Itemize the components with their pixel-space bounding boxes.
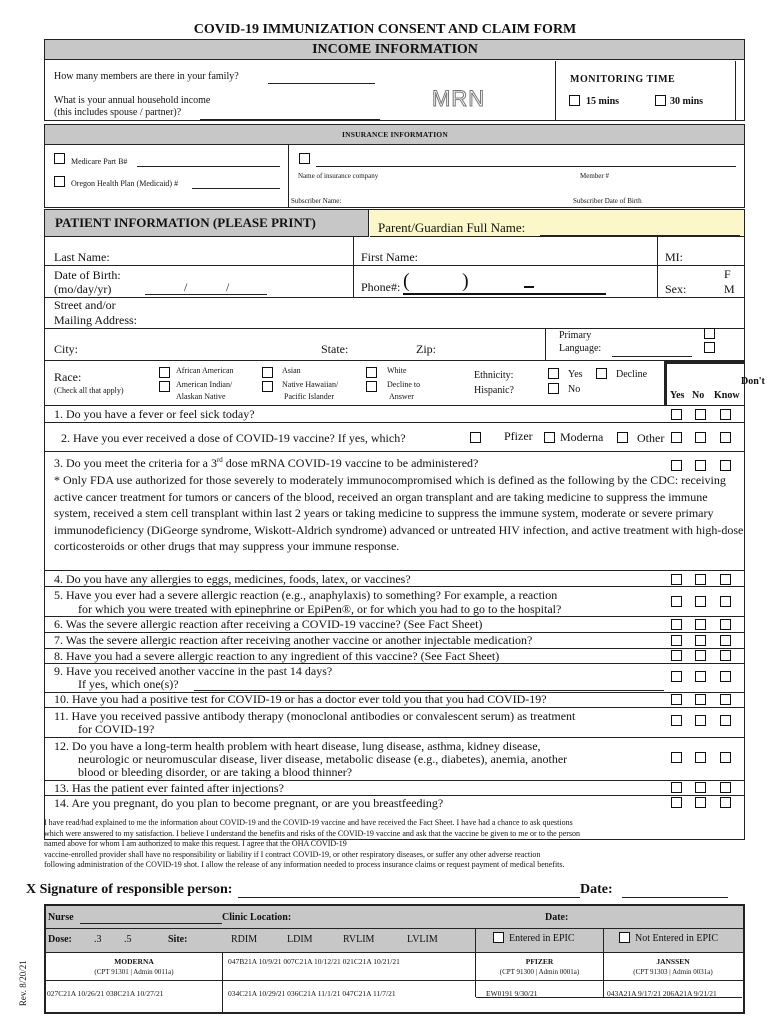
site-label: Site: — [168, 934, 188, 945]
state-label: State: — [321, 342, 349, 356]
question-13: 13. Has the patient ever fainted after injections? — [54, 781, 284, 795]
site-rdim[interactable]: RDIM — [231, 934, 258, 945]
guardian-field[interactable] — [540, 235, 740, 236]
mailing-address-label: Mailing Address: — [54, 313, 137, 327]
q11-yes-checkbox[interactable] — [671, 715, 682, 726]
q10-yes-checkbox[interactable] — [671, 694, 682, 705]
monitoring-title: MONITORING TIME — [570, 74, 676, 85]
question-2: 2. Have you ever received a dose of COVID-19 vaccine? If yes, which? — [61, 431, 406, 445]
race-hawaiian-label-2: Pacific Islander — [284, 392, 334, 401]
race-hawaiian-checkbox[interactable] — [262, 381, 273, 392]
q3-no-checkbox[interactable] — [695, 460, 706, 471]
entered-epic-checkbox[interactable] — [493, 932, 504, 943]
q1-no-checkbox[interactable] — [695, 409, 706, 420]
moderna-lot-row-2: 027C21A 10/26/21 038C21A 10/27/21 — [47, 989, 164, 998]
q13-yes-checkbox[interactable] — [671, 782, 682, 793]
insurance-heading: INSURANCE INFORMATION — [342, 130, 448, 139]
race-decline-checkbox[interactable] — [366, 381, 377, 392]
clinic-location-label: Clinic Location: — [222, 912, 292, 923]
ethnicity-label: Ethnicity: — [474, 370, 514, 381]
race-white-label: White — [387, 366, 407, 375]
q9-dontknow-checkbox[interactable] — [720, 671, 731, 682]
janssen-lot: 043A21A 9/17/21 206A21A 9/21/21 — [607, 989, 717, 998]
q1-dontknow-checkbox[interactable] — [720, 409, 731, 420]
hispanic-yes-label: Yes — [568, 369, 583, 380]
language-checkbox-2[interactable] — [704, 342, 715, 353]
language-field[interactable] — [612, 356, 692, 357]
household-income-field[interactable] — [200, 119, 380, 120]
not-entered-epic-checkbox[interactable] — [619, 932, 630, 943]
patient-heading: PATIENT INFORMATION (PLEASE PRINT) — [55, 215, 316, 230]
dose-05-option[interactable]: .5 — [124, 934, 132, 945]
family-members-label: How many members are there in your family? — [54, 71, 239, 82]
income-heading: INCOME INFORMATION — [312, 42, 478, 57]
q13-dontknow-checkbox[interactable] — [720, 782, 731, 793]
q6-no-checkbox[interactable] — [695, 619, 706, 630]
mrn-watermark: MRN — [432, 86, 486, 111]
question-11-line-2: for COVID-19? — [78, 722, 155, 736]
race-decline-label: Decline to — [387, 380, 421, 389]
question-7: 7. Was the severe allergic reaction after receiving another vaccine or another injectable medication? — [54, 633, 533, 647]
signature-date-field[interactable] — [622, 897, 728, 898]
guardian-label: Parent/Guardian Full Name: — [378, 220, 526, 235]
q12-no-checkbox[interactable] — [695, 752, 706, 763]
first-name-label: First Name: — [361, 250, 418, 264]
race-asian-checkbox[interactable] — [262, 367, 273, 378]
question-9: 9. Have you received another vaccine in the past 14 days? — [54, 664, 333, 678]
question-3-text: 3. Do you meet the criteria for a 3 — [54, 456, 217, 470]
pfizer-cpt: (CPT 91300 | Admin 0001a) — [499, 968, 580, 976]
q2-pfizer-checkbox[interactable] — [470, 432, 481, 443]
monitoring-15-label: 15 mins — [586, 96, 620, 107]
answer-dontknow-header-2: Know — [714, 390, 740, 401]
household-income-label: What is your annual household income — [54, 95, 211, 106]
q2-other-label: Other — [637, 431, 665, 445]
question-11: 11. Have you received passive antibody therapy (monoclonal antibodies or convalescent serum) as treatment — [54, 709, 576, 723]
phone-paren-close: ) — [462, 270, 469, 292]
q10-no-checkbox[interactable] — [695, 694, 706, 705]
race-white-checkbox[interactable] — [366, 367, 377, 378]
phone-field[interactable] — [403, 293, 606, 295]
city-label: City: — [54, 342, 79, 356]
q14-dontknow-checkbox[interactable] — [720, 797, 731, 808]
race-hawaiian-label: Native Hawaiian/ — [282, 380, 339, 389]
q2-pfizer-label: Pfizer — [504, 429, 533, 443]
language-label: Primary — [559, 330, 592, 341]
q10-dontknow-checkbox[interactable] — [720, 694, 731, 705]
monitoring-15-checkbox[interactable] — [569, 95, 580, 106]
not-entered-epic-label: Not Entered in EPIC — [635, 933, 719, 944]
question-12-line-2: neurologic or neuromuscular disease, liver disease, metabolic disease (e.g., diabetes), anemia, another — [78, 752, 568, 766]
race-amindian-checkbox[interactable] — [159, 381, 170, 392]
phone-paren-open: ( — [403, 270, 410, 292]
question-1: 1. Do you have a fever or feel sick today? — [54, 407, 255, 421]
oregon-health-checkbox[interactable] — [54, 176, 65, 187]
q14-no-checkbox[interactable] — [695, 797, 706, 808]
race-african-label: African American — [176, 366, 234, 375]
question-6: 6. Was the severe allergic reaction after receiving a COVID-19 vaccine? (See Fact Sheet) — [54, 617, 483, 631]
q14-yes-checkbox[interactable] — [671, 797, 682, 808]
race-label: Race: — [54, 370, 82, 384]
family-members-field[interactable] — [268, 83, 375, 84]
dob-label: Date of Birth: — [54, 268, 121, 282]
q7-dontknow-checkbox[interactable] — [720, 635, 731, 646]
q3-yes-checkbox[interactable] — [671, 460, 682, 471]
phone-dash — [524, 286, 534, 288]
subscriber-name-label: Subscriber Name: — [291, 197, 342, 205]
dob-field[interactable] — [145, 294, 267, 295]
answer-yes-header: Yes — [670, 390, 685, 401]
q1-yes-checkbox[interactable] — [671, 409, 682, 420]
race-amindian-label-2: Alaskan Native — [176, 392, 226, 401]
entered-epic-label: Entered in EPIC — [509, 933, 575, 944]
monitoring-30-checkbox[interactable] — [655, 95, 666, 106]
language-label-2: Language: — [559, 343, 602, 354]
q2-other-checkbox[interactable] — [617, 432, 628, 443]
q13-no-checkbox[interactable] — [695, 782, 706, 793]
medicare-label: Medicare Part B# — [71, 157, 128, 166]
household-income-label-2: (this includes spouse / partner)? — [54, 107, 182, 118]
oregon-health-field[interactable] — [192, 188, 280, 189]
question-12: 12. Do you have a long-term health problem with heart disease, lung disease, asthma, kidney disease, — [54, 739, 541, 753]
q12-dontknow-checkbox[interactable] — [720, 752, 731, 763]
q4-no-checkbox[interactable] — [695, 574, 706, 585]
clinic-header-bar — [46, 906, 743, 952]
medicare-field[interactable] — [137, 166, 280, 167]
moderna-lot-row-3: 034C21A 10/29/21 036C21A 11/1/21 047C21A 11/7/21 — [228, 989, 396, 998]
answer-dontknow-header: Don't — [741, 376, 765, 387]
q4-yes-checkbox[interactable] — [671, 574, 682, 585]
site-lvlim[interactable]: LVLIM — [407, 934, 438, 945]
hispanic-decline-label: Decline — [616, 369, 648, 380]
question-10: 10. Have you had a positive test for COVID-19 or has a doctor ever told you that you had COVID-19? — [54, 692, 547, 706]
q8-no-checkbox[interactable] — [695, 650, 706, 661]
q7-yes-checkbox[interactable] — [671, 635, 682, 646]
q2-moderna-checkbox[interactable] — [544, 432, 555, 443]
mi-label: MI: — [665, 250, 683, 264]
moderna-lot-row-1: 047B21A 10/9/21 007C21A 10/12/21 021C21A 10/21/21 — [228, 957, 400, 966]
hispanic-no-checkbox[interactable] — [548, 383, 559, 394]
signature-label: X Signature of responsible person: — [26, 882, 233, 897]
question-4: 4. Do you have any allergies to eggs, medicines, foods, latex, or vaccines? — [54, 572, 411, 586]
dob-separator: / — [184, 280, 188, 294]
q2-yes-checkbox[interactable] — [671, 432, 682, 443]
zip-label: Zip: — [416, 342, 436, 356]
consent-line: vaccine-enrolled provider shall have no responsibility or liability if I contract COVID-19, or other respiratory diseases, or suffer any other adverse reaction — [44, 849, 541, 859]
race-african-checkbox[interactable] — [159, 367, 170, 378]
q9-vaccine-field[interactable] — [194, 690, 664, 691]
dob-format-label: (mo/day/yr) — [54, 282, 112, 296]
street-label: Street and/or — [54, 298, 116, 312]
site-ldim[interactable]: LDIM — [287, 934, 313, 945]
sex-m-option[interactable]: M — [724, 282, 735, 296]
other-insurance-checkbox[interactable] — [299, 153, 310, 164]
question-9-line-2: If yes, which one(s)? — [78, 677, 179, 691]
phone-label: Phone#: — [361, 280, 401, 294]
moderna-title: MODERNA — [114, 957, 154, 966]
q9-no-checkbox[interactable] — [695, 671, 706, 682]
race-sub-label: (Check all that apply) — [54, 386, 124, 395]
question-3 — [54, 456, 478, 470]
question-14: 14. Are you pregnant, do you plan to become pregnant, or are you breastfeeding? — [54, 796, 444, 810]
monitoring-30-label: 30 mins — [670, 96, 704, 107]
oregon-health-label: Oregon Health Plan (Medicaid) # — [71, 179, 179, 188]
member-number-label: Member # — [580, 172, 609, 180]
insurance-company-field[interactable] — [316, 166, 736, 167]
question-5: 5. Have you ever had a severe allergic reaction (e.g., anaphylaxis) to something? For example, a reaction — [54, 588, 558, 602]
signature-date-label: Date: — [580, 882, 613, 897]
answer-no-header: No — [692, 390, 705, 401]
q2-moderna-label: Moderna — [560, 430, 604, 444]
q6-yes-checkbox[interactable] — [671, 619, 682, 630]
q11-no-checkbox[interactable] — [695, 715, 706, 726]
revision-date: Rev. 8/20/21 — [17, 960, 28, 1007]
clinic-date-label: Date: — [545, 912, 569, 923]
medicare-checkbox[interactable] — [54, 153, 65, 164]
question-3-criteria: * Only FDA use authorized for those severely to moderately immunocompromised which is defined as the following by the CDC: receiving active cancer treatment for tumors or cancers of the blood, received an organ transplant and are taking medicine to suppress the immune system, received a stem cell transplant within last 2 years or taking medicine to suppress the immune system, moderate or severe primary immunodeficiency (DiGeorge syndrome, Wiskott-Aldrich syndrome) advanced or untreated HIV infection, and active treatment with high-dose corticosteroids or other drugs that may suppress your immune response. — [54, 473, 744, 553]
q9-yes-checkbox[interactable] — [671, 671, 682, 682]
race-asian-label: Asian — [282, 366, 301, 375]
q7-no-checkbox[interactable] — [695, 635, 706, 646]
q5-yes-checkbox[interactable] — [671, 596, 682, 607]
pfizer-title: PFIZER — [525, 957, 554, 966]
q12-yes-checkbox[interactable] — [671, 752, 682, 763]
consent-line: which were answered to my satisfaction. I believe I understand the benefits and risks of the COVID-19 vaccine and ask that the vaccine be given to me or to the person — [44, 828, 581, 838]
question-3-text-2: dose mRNA COVID-19 vaccine to be administered? — [222, 456, 479, 470]
question-3-superscript: rd — [216, 456, 223, 464]
hispanic-label: Hispanic? — [474, 385, 514, 396]
dose-label: Dose: — [48, 934, 72, 945]
q6-dontknow-checkbox[interactable] — [720, 619, 731, 630]
janssen-title: JANSSEN — [656, 957, 690, 966]
question-12-line-3: blood or bleeding disorder, or are taking a blood thinner? — [78, 765, 353, 779]
q2-dontknow-checkbox[interactable] — [720, 432, 731, 443]
consent-line: named above for whom I am authorized to make this request. I agree that the OHA COVID-19 — [44, 839, 347, 848]
monitoring-divider — [555, 61, 556, 121]
hispanic-no-label: No — [568, 384, 581, 395]
pfizer-lot: EW0191 9/30/21 — [486, 989, 538, 998]
dose-03-option[interactable]: .3 — [94, 934, 102, 945]
q5-no-checkbox[interactable] — [695, 596, 706, 607]
sex-label: Sex: — [665, 282, 687, 296]
consent-line: I have read/had explained to me the information about COVID-19 and the COVID-19 vaccine and have received the Fact Sheet. I have had a chance to ask questions — [44, 818, 573, 827]
dob-separator: / — [226, 280, 230, 294]
q5-dontknow-checkbox[interactable] — [720, 596, 731, 607]
consent-text — [44, 818, 744, 871]
subscriber-dob-label: Subscriber Date of Birth — [573, 197, 642, 205]
last-name-label: Last Name: — [54, 250, 110, 264]
nurse-field[interactable] — [80, 923, 222, 924]
form-title: COVID-19 IMMUNIZATION CONSENT AND CLAIM FORM — [193, 22, 577, 37]
nurse-label: Nurse — [48, 912, 74, 923]
insurance-company-label: Name of insurance company — [298, 172, 379, 180]
insurance-divider — [288, 145, 289, 208]
q8-yes-checkbox[interactable] — [671, 650, 682, 661]
q8-dontknow-checkbox[interactable] — [720, 650, 731, 661]
q2-no-checkbox[interactable] — [695, 432, 706, 443]
race-amindian-label: American Indian/ — [176, 380, 233, 389]
hispanic-decline-checkbox[interactable] — [596, 368, 607, 379]
sex-f-option[interactable]: F — [724, 267, 731, 281]
signature-field[interactable] — [238, 897, 580, 898]
language-checkbox-1[interactable] — [704, 328, 715, 339]
question-5-line-2: for which you were treated with epinephrine or EpiPen®, or for which you had to go to the hospital? — [78, 602, 562, 616]
moderna-cpt: (CPT 91301 | Admin 0011a) — [94, 968, 174, 976]
site-rvlim[interactable]: RVLIM — [343, 934, 375, 945]
janssen-cpt: (CPT 91303 | Admin 0031a) — [633, 968, 713, 976]
hispanic-yes-checkbox[interactable] — [548, 368, 559, 379]
race-decline-label-2: Answer — [389, 392, 414, 401]
q4-dontknow-checkbox[interactable] — [720, 574, 731, 585]
consent-line: following administration of the COVID-19 shot. I allow the release of any information needed to process insurance claims or request payment of medical benefits. — [44, 860, 565, 869]
q11-dontknow-checkbox[interactable] — [720, 715, 731, 726]
monitoring-divider-right — [735, 61, 736, 121]
q3-dontknow-checkbox[interactable] — [720, 460, 731, 471]
question-8: 8. Have you had a severe allergic reaction to any ingredient of this vaccine? (See Fact Sheet) — [54, 649, 500, 663]
